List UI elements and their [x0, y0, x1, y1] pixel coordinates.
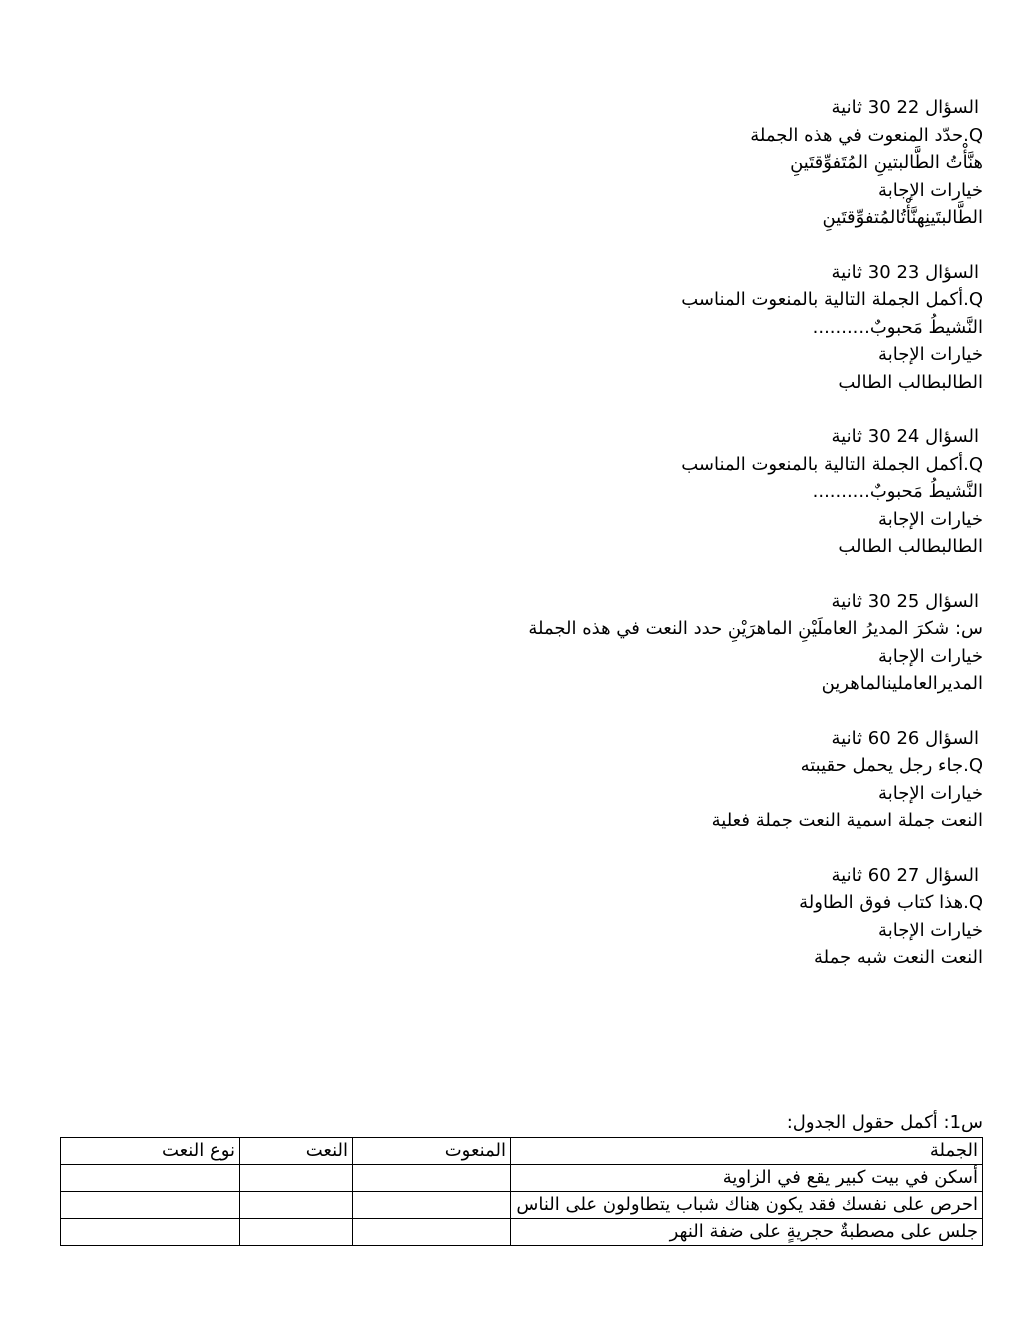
table-cell	[240, 1165, 353, 1192]
question-27	[283, 862, 983, 972]
table-header-cell: النعت	[240, 1138, 353, 1165]
answer-options-label: خيارات الإجابة	[878, 508, 983, 530]
question-header: السؤال 24 30 ثانية	[831, 426, 979, 447]
question-header: السؤال 25 30 ثانية	[831, 590, 979, 612]
answer-options: الطالبطالب الطالب	[838, 371, 983, 393]
question-header: السؤال 23 30 ثانية	[831, 261, 979, 283]
question-sentence: النَّشيطُ مَحبوبٌ..........	[812, 481, 983, 502]
answer-options: الطالبطالب الطالب	[838, 536, 983, 557]
answer-options-label: خيارات الإجابة	[878, 645, 983, 667]
questions-list	[283, 94, 983, 972]
answer-options: النعت النعت شبه جملة	[813, 947, 983, 968]
table-cell	[353, 1192, 511, 1219]
table-row	[61, 1165, 983, 1192]
exercise-table	[60, 1137, 983, 1246]
answer-options-label: خيارات الإجابة	[878, 782, 983, 804]
table-header-cell: المنعوت	[353, 1138, 511, 1165]
question-header: السؤال 26 60 ثانية	[831, 727, 979, 749]
table-cell	[240, 1219, 353, 1246]
table-header-row	[61, 1138, 983, 1165]
question-sentence: هنَّأْتُ الطَّالبتينِ المُتَفوِّقتَينِ	[790, 152, 983, 173]
table-cell	[353, 1219, 511, 1246]
answer-options: النعت جملة اسمية النعت جملة فعلية	[711, 810, 983, 831]
table-row	[61, 1192, 983, 1219]
question-header: السؤال 22 30 ثانية	[831, 97, 979, 118]
answer-options-label: خيارات الإجابة	[878, 344, 983, 365]
table-header-cell: نوع النعت	[61, 1138, 240, 1165]
question-prompt: Q.حدّد المنعوت في هذه الجملة	[750, 124, 983, 146]
table-cell: أسكن في بيت كبير يقع في الزاوية	[511, 1165, 983, 1192]
answer-options: الطَّالبتَينِهنَّأْتُالمُتفوِّقتَينِ	[822, 207, 983, 228]
question-prompt: Q.هذا كتاب فوق الطاولة	[799, 892, 983, 913]
table-cell: احرص على نفسك فقد يكون هناك شباب يتطاولون على الناس	[511, 1192, 983, 1219]
question-22	[283, 94, 983, 232]
table-row	[61, 1219, 983, 1246]
table-cell	[61, 1165, 240, 1192]
question-24	[283, 423, 983, 561]
question-prompt: Q.أكمل الجملة التالية بالمنعوت المناسب	[681, 289, 983, 310]
answer-options-label: خيارات الإجابة	[878, 179, 983, 201]
answer-options-label: خيارات الإجابة	[878, 919, 983, 941]
question-26	[283, 725, 983, 835]
table-cell	[61, 1219, 240, 1246]
table-cell	[61, 1192, 240, 1219]
question-sentence: النَّشيطُ مَحبوبٌ..........	[812, 316, 983, 338]
question-header: السؤال 27 60 ثانية	[831, 864, 979, 886]
answer-options: المديرالعاملينالماهرين	[821, 673, 983, 694]
question-prompt: Q.جاء رجل يحمل حقيبته	[800, 755, 983, 776]
table-cell: جلس على مصطبةٌ حجريةٍ على ضفة النهر	[511, 1219, 983, 1246]
table-header-cell: الجملة	[511, 1138, 983, 1165]
table-cell	[240, 1192, 353, 1219]
exercise-title: س1: أكمل حقول الجدول:	[786, 1112, 983, 1133]
question-prompt: Q.أكمل الجملة التالية بالمنعوت المناسب	[681, 453, 983, 475]
question-prompt: س: شكرَ المديرُ العاملَيْنِ الماهرَيْنِ حدد النعت في هذه الجملة	[528, 618, 983, 639]
question-23	[283, 259, 983, 397]
table-cell	[353, 1165, 511, 1192]
question-25	[283, 588, 983, 698]
